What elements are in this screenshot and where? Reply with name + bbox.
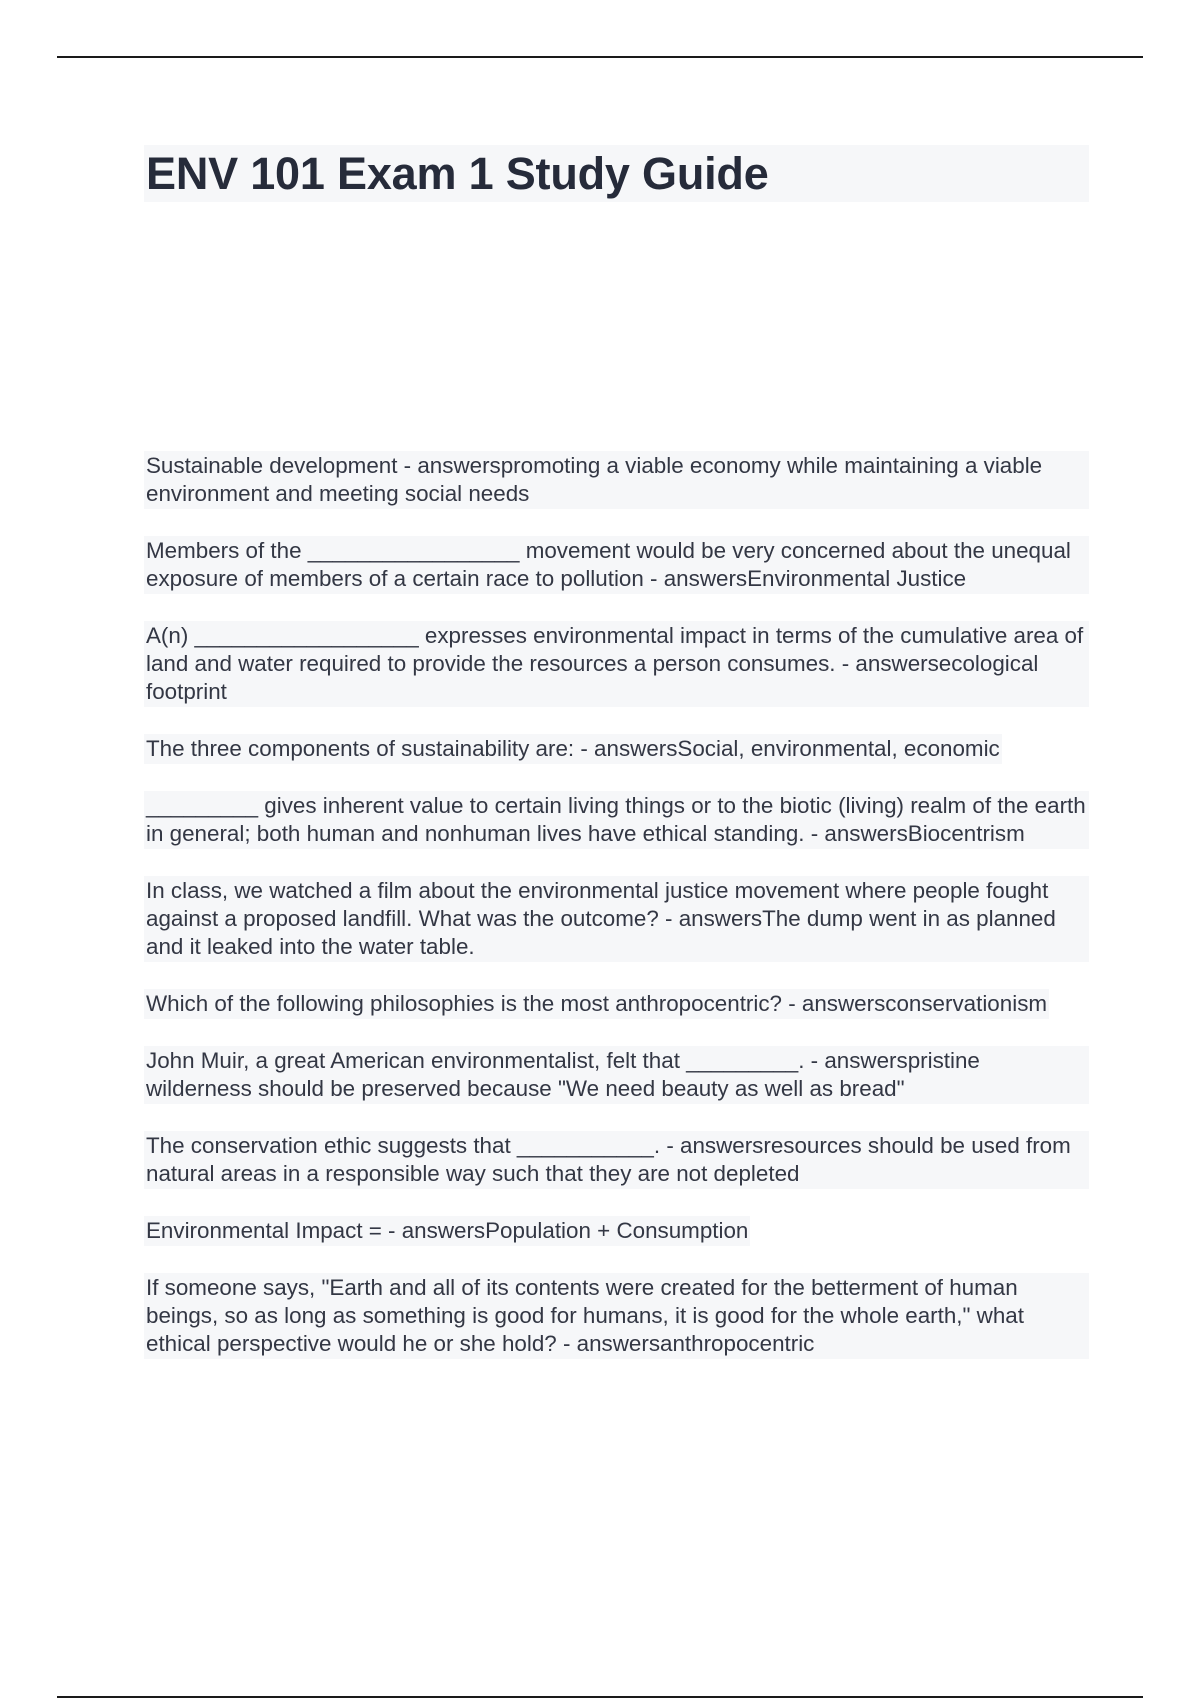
study-item-8: John Muir, a great American environmentalist, felt that _________. - answerspristine wilderness should be preserved because "We need beauty as well as bread" xyxy=(144,1046,1089,1104)
study-item-7: Which of the following philosophies is the most anthropocentric? - answersconservationism xyxy=(144,989,1049,1019)
study-item-10: Environmental Impact = - answersPopulation + Consumption xyxy=(144,1216,750,1246)
study-item-2: Members of the _________________ movement would be very concerned about the unequal exposure of members of a certain race to pollution - answersEnvironmental Justice xyxy=(144,536,1089,594)
page-title: ENV 101 Exam 1 Study Guide xyxy=(146,148,769,199)
study-item-9: The conservation ethic suggests that ___________. - answersresources should be used from natural areas in a responsible way such that they are not depleted xyxy=(144,1131,1089,1189)
footer-rule xyxy=(57,1696,1143,1698)
study-item-11: If someone says, "Earth and all of its contents were created for the betterment of human beings, so as long as something is good for humans, it is good for the whole earth," what ethical perspective would he or she hold? - answersanthropocentric xyxy=(144,1273,1089,1359)
study-item-6: In class, we watched a film about the environmental justice movement where people fought against a proposed landfill. What was the outcome? - answersThe dump went in as planned and it leaked into the water table. xyxy=(144,876,1089,962)
study-item-4: The three components of sustainability are: - answersSocial, environmental, economic xyxy=(144,734,1002,764)
study-guide-list xyxy=(144,451,1089,1386)
header-rule xyxy=(57,56,1143,58)
study-item-1: Sustainable development - answerspromoting a viable economy while maintaining a viable environment and meeting social needs xyxy=(144,451,1089,509)
study-item-5: _________ gives inherent value to certain living things or to the biotic (living) realm of the earth in general; both human and nonhuman lives have ethical standing. - answersBiocentrism xyxy=(144,791,1089,849)
study-item-3: A(n) __________________ expresses environmental impact in terms of the cumulative area of land and water required to provide the resources a person consumes. - answersecological footprint xyxy=(144,621,1089,707)
